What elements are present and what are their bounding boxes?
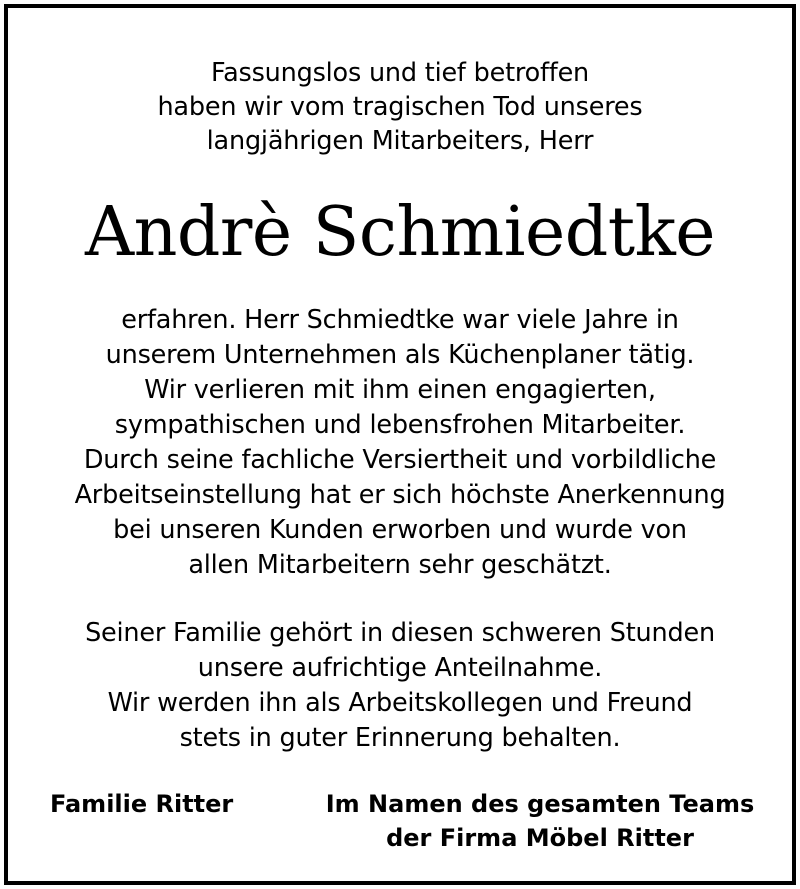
- body-line-3: Wir verlieren mit ihm einen engagierten,: [144, 375, 656, 405]
- signature-family: Familie Ritter: [50, 790, 234, 818]
- body-line-5: Durch seine fachliche Versiertheit und vorbildliche: [83, 445, 717, 475]
- intro-line-3: langjährigen Mitarbeiters, Herr: [206, 126, 594, 156]
- body-line-1: erfahren. Herr Schmiedtke war viele Jahre in: [121, 305, 679, 335]
- intro-line-1: Fassungslos und tief betroffen: [210, 58, 590, 88]
- body-line-7: bei unseren Kunden erworben und wurde von: [113, 515, 687, 545]
- condolence-line-3: Wir werden ihn als Arbeitskollegen und Freund: [107, 688, 693, 718]
- body-line-4: sympathischen und lebensfrohen Mitarbeiter.: [114, 410, 686, 440]
- signature-team-line-2: der Firma Möbel Ritter: [386, 824, 694, 852]
- signature-team-line-1: Im Namen des gesamten Teams: [325, 790, 755, 818]
- condolence-line-1: Seiner Familie gehört in diesen schweren Stunden: [85, 618, 715, 648]
- condolence-line-2: unsere aufrichtige Anteilnahme.: [197, 653, 603, 683]
- condolence-line-4: stets in guter Erinnerung behalten.: [179, 723, 621, 753]
- obituary-notice: [4, 4, 796, 885]
- body-line-6: Arbeitseinstellung hat er sich höchste Anerkennung: [74, 480, 726, 510]
- deceased-name: Andrè Schmiedtke: [84, 193, 716, 272]
- body-line-2: unserem Unternehmen als Küchenplaner tätig.: [105, 340, 695, 370]
- intro-line-2: haben wir vom tragischen Tod unseres: [157, 92, 643, 122]
- body-line-8: allen Mitarbeitern sehr geschätzt.: [188, 550, 612, 580]
